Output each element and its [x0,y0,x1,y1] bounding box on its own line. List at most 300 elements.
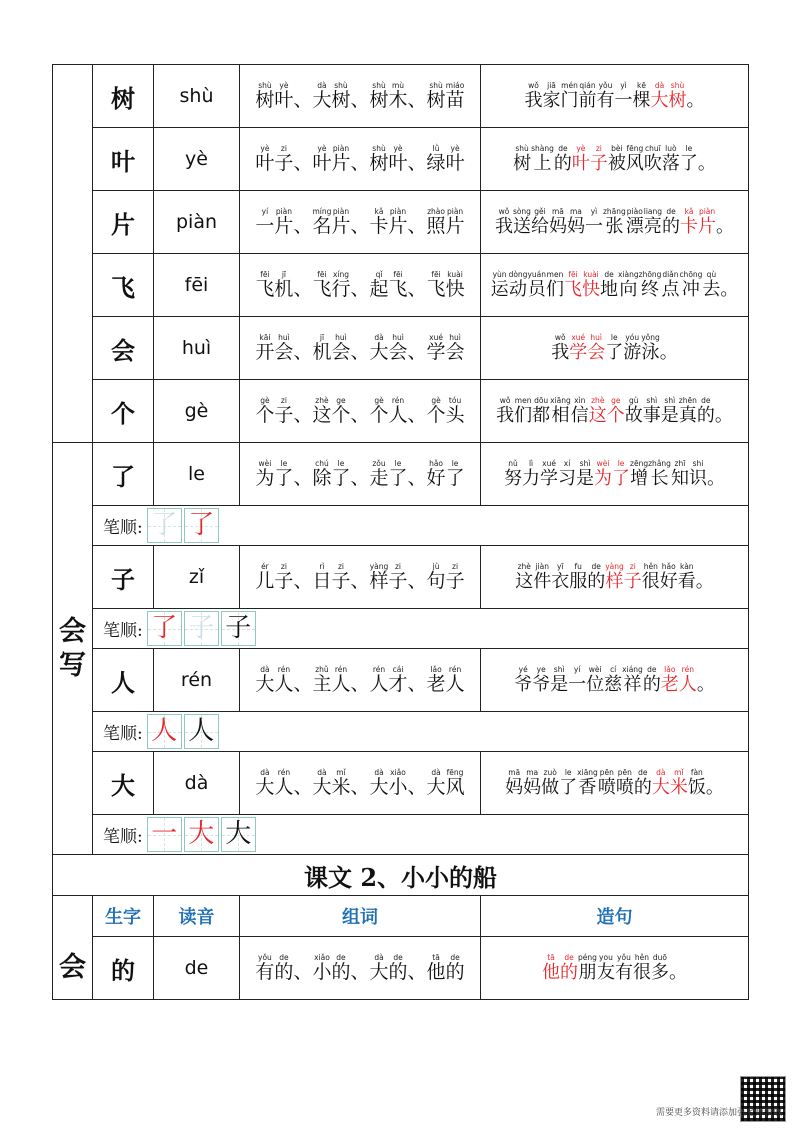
ruby-char [661,270,679,300]
ruby-char [427,768,446,798]
hanzi: 快 [445,278,465,300]
hanzi: 、 [293,467,313,489]
ruby-char [697,665,715,695]
pinyin-annotation: piàn [446,207,464,216]
ruby-char [551,333,569,363]
hanzi: 多 [650,962,669,983]
ruby-char [626,207,644,237]
hanzi: 大 [369,341,389,363]
pinyin-annotation: xiǎo [314,953,330,962]
pinyin-annotation [698,144,716,153]
hanzi: 增 [630,468,649,489]
ruby-char [514,396,532,426]
pinyin-annotation: zuò [543,768,557,777]
ruby-char [350,81,369,111]
ruby-char [389,562,408,592]
pinyin-annotation: piàn [389,207,407,216]
section-label-hui: 会 [53,896,93,1000]
char-row [53,380,749,443]
ruby-char [641,333,660,363]
pinyin-annotation: shù [372,144,386,153]
ruby-char [408,396,427,426]
hanzi: 妈 [566,216,585,237]
pinyin-annotation: shù [258,81,272,90]
hanzi: 。 [720,279,739,300]
ruby-char [523,768,541,798]
ruby-char [293,333,312,363]
ruby-char [293,270,312,300]
ruby-char [715,396,733,426]
pinyin-annotation: piàn [332,207,350,216]
ruby-char [531,207,549,237]
ruby-char [427,953,446,983]
sentence-cell [481,65,749,128]
stroke-order-cell [93,506,749,546]
hanzi: 他 [542,962,561,983]
ruby-char [312,270,331,300]
pinyin-annotation: luò [665,144,677,153]
hanzi: 服 [569,571,588,592]
hanzi: 慈 [604,674,623,695]
ruby-char [522,459,540,489]
hanzi: 、 [350,570,370,592]
hanzi: 飞 [312,278,332,300]
hanzi: 一 [584,216,603,237]
hanzi: 子 [274,152,294,174]
hanzi: 是 [660,405,679,426]
pinyin-annotation: kǎ [374,207,384,216]
pinyin-annotation: xiàng [618,270,639,279]
pinyin-annotation: yùn [492,270,507,279]
pinyin-annotation: kē [637,81,646,90]
section-label-huixie [53,443,93,855]
pinyin-annotation: qǐ [375,270,383,279]
hanzi: 棵 [632,90,651,111]
ruby-char [312,333,331,363]
lesson-title-row [53,855,749,896]
ruby-char [427,270,446,300]
hanzi: 、 [407,89,427,111]
words-cell [240,65,481,128]
hanzi: 片 [388,215,408,237]
stroke-row [53,815,749,855]
pinyin-annotation: rén [448,665,462,674]
ruby-char [408,81,427,111]
pinyin-annotation: nǔ [508,459,518,468]
header-row [53,896,749,937]
pinyin-annotation: you [599,953,613,962]
hanzi: 快 [582,279,600,300]
pinyin-annotation: hěn [634,953,649,962]
ruby-char [576,459,594,489]
pinyin-annotation: dōu [534,396,549,405]
pinyin-annotation: ma [570,207,582,216]
pinyin-annotation: yé [518,665,528,674]
pinyin-annotation: lǎo [430,665,442,674]
hanzi: 子 [274,404,294,426]
hanzi: 亮 [643,216,662,237]
pinyin-annotation: kàn [680,562,694,571]
pinyin-cell: rén [154,649,240,712]
pinyin-annotation: huì [335,333,347,342]
stroke-glyph: 子 [188,613,215,643]
hanzi: 、 [350,152,370,174]
hanzi: 大 [312,776,332,798]
hanzi: 人 [388,404,408,426]
hanzi: 泳 [641,342,660,363]
pinyin-annotation: cái [392,665,404,674]
ruby-char [651,953,669,983]
pinyin-annotation: gè [374,396,384,405]
pinyin-annotation: yè [260,144,270,153]
pinyin-annotation: de [604,270,614,279]
ruby-char [389,81,408,111]
stroke-order-cell [93,815,749,855]
hanzi: 机 [312,341,332,363]
stroke-grid-box [184,508,219,543]
ruby-char [370,270,389,300]
hanzi: 件 [533,571,552,592]
char-cell: 会 [93,317,154,380]
pinyin-annotation: diǎn [662,270,679,279]
pinyin-annotation: le [617,459,625,468]
pinyin-annotation: qián [579,81,596,90]
ruby-char [427,459,446,489]
hanzi: 除 [312,467,332,489]
section-cell-continued [53,65,93,443]
stroke-grid-box [147,714,182,749]
hanzi: 了 [274,467,294,489]
pinyin-annotation: wèi [258,459,272,468]
ruby-char [643,396,661,426]
hanzi: 个 [369,404,389,426]
ruby-char [608,144,626,174]
pinyin-annotation: míng [312,207,332,216]
pinyin-annotation: xiāng [550,396,571,405]
stroke-glyph: 了 [188,510,215,540]
ruby-char [446,459,465,489]
ruby-char [554,144,572,174]
hanzi: 大 [369,961,389,983]
pinyin-annotation: wǒ [499,396,511,405]
hanzi: 人 [274,673,294,695]
pinyin-annotation: le [394,459,402,468]
hanzi: 、 [293,961,313,983]
hanzi: 喷 [597,777,616,798]
hanzi: 儿 [255,570,275,592]
pinyin-annotation: gè [431,396,441,405]
ruby-char [370,144,389,174]
stroke-order-cell [93,609,749,649]
ruby-char [669,81,687,111]
char-row [53,546,749,609]
ruby-char [274,953,293,983]
sentence-cell [481,254,749,317]
pinyin-annotation: dà [374,953,384,962]
hanzi: 、 [407,341,427,363]
pinyin-annotation: dà [260,665,270,674]
pinyin-annotation: zhī [674,459,686,468]
ruby-char [427,144,446,174]
ruby-char [331,953,350,983]
pinyin-annotation [660,333,678,342]
ruby-char [408,333,427,363]
pinyin-annotation: yàng [605,562,624,571]
pinyin-annotation: lǎo [664,665,676,674]
hanzi: 终 [641,279,660,300]
pinyin-annotation: hǎo [661,562,676,571]
ruby-char [527,270,546,300]
ruby-char [389,333,408,363]
hanzi: 会 [445,341,465,363]
hanzi: 头 [445,404,465,426]
words-cell [240,254,481,317]
pinyin-annotation: yì [620,81,627,90]
hanzi: 家 [542,90,561,111]
hanzi: 风 [445,776,465,798]
ruby-char [496,396,514,426]
char-row [53,649,749,712]
hanzi: 去 [702,279,721,300]
pinyin-annotation: gè [260,396,270,405]
pinyin-annotation: zi [452,562,459,571]
char-cell: 子 [93,546,154,609]
ruby-char [680,207,698,237]
hanzi: 、 [407,467,427,489]
pinyin-annotation: dà [317,81,327,90]
ruby-char [370,768,389,798]
pinyin-annotation: yǒng [641,333,660,342]
hanzi: 知 [670,468,689,489]
char-row [53,443,749,506]
words-cell [240,649,481,712]
hanzi: 树 [369,152,389,174]
hanzi: 做 [541,777,560,798]
ruby-char [587,562,605,592]
words-cell [240,443,481,506]
hanzi: 卡 [680,216,699,237]
hanzi: 。 [706,468,725,489]
pinyin-annotation: le [337,459,345,468]
hanzi: 、 [293,89,313,111]
ruby-char [427,562,446,592]
ruby-char [293,768,312,798]
pinyin-annotation: zēng [630,459,649,468]
pinyin-annotation: qù [706,270,717,279]
ruby-char [350,270,369,300]
ruby-char [331,562,350,592]
ruby-char [255,953,274,983]
ruby-char [274,459,293,489]
hanzi: 子 [274,570,294,592]
ruby-char [569,333,587,363]
ruby-char [389,953,408,983]
hanzi: 妈 [548,216,567,237]
hanzi: 人 [369,673,389,695]
ruby-char [255,562,274,592]
ruby-char [634,768,652,798]
ruby-char [446,768,465,798]
pinyin-annotation: mù [391,81,405,90]
stroke-grid-box [147,817,182,852]
sentence-cell [481,380,749,443]
ruby-char [669,953,687,983]
pinyin-annotation: shì [579,459,591,468]
pinyin-annotation: de [558,144,568,153]
hanzi: 个 [426,404,446,426]
ruby-char [698,207,716,237]
char-row [53,317,749,380]
pinyin-cell: dà [154,752,240,815]
pinyin-annotation: de [647,665,657,674]
hanzi: 的 [553,153,572,174]
ruby-char [350,207,369,237]
hanzi: 的 [388,961,408,983]
ruby-char [350,953,369,983]
ruby-char [671,459,689,489]
ruby-char [622,665,643,695]
hanzi: 小 [388,776,408,798]
pinyin-annotation: fēi [568,270,578,279]
pinyin-annotation: wèi [596,459,610,468]
pinyin-cell: de [154,937,240,1000]
hanzi: 有 [614,962,633,983]
hanzi: 、 [293,152,313,174]
hanzi: 长 [650,468,669,489]
pinyin-annotation: yí [261,207,269,216]
pinyin-annotation [716,207,734,216]
ruby-char [293,665,312,695]
pinyin-annotation: zǒu [372,459,386,468]
hanzi: 了 [679,153,698,174]
ruby-char [408,665,427,695]
pinyin-annotation: mén [561,81,578,90]
ruby-char [572,144,590,174]
ruby-char [274,144,293,174]
hanzi: 识 [688,468,707,489]
char-cell: 的 [93,937,154,1000]
char-cell: 叶 [93,128,154,191]
hanzi: 动 [509,279,528,300]
pinyin-annotation: kuài [447,270,463,279]
ruby-char [679,270,702,300]
pinyin-annotation: shàng [531,144,554,153]
stroke-grid-box [221,611,256,646]
hanzi: 张 [605,216,624,237]
pinyin-annotation: de [450,953,460,962]
ruby-char [331,270,350,300]
ruby-char [491,270,509,300]
hanzi: 上 [533,153,552,174]
hanzi: 们 [546,279,564,300]
stroke-order-label: 笔顺: [103,724,143,744]
hanzi: 大 [650,90,669,111]
ruby-char [370,333,389,363]
ruby-char [312,144,331,174]
pinyin-annotation: mǐ [336,768,346,777]
hanzi: 们 [514,405,533,426]
pinyin-annotation: zhè [591,396,605,405]
pinyin-annotation: xué [429,333,443,342]
sentence-cell [481,649,749,712]
ruby-char [600,270,618,300]
words-cell [240,191,481,254]
hanzi: 事 [642,405,661,426]
hanzi: 绿 [426,152,446,174]
hanzi: 很 [632,962,651,983]
hanzi: 位 [586,674,605,695]
pinyin-annotation: rì [319,562,325,571]
hanzi: 饭 [687,777,706,798]
hanzi: 妈 [505,777,524,798]
stroke-glyph: 子 [225,613,252,643]
hanzi: 好 [426,467,446,489]
hanzi: 前 [578,90,597,111]
pinyin-annotation: dà [317,768,327,777]
pinyin-annotation: kāi [259,333,271,342]
hanzi: 。 [659,342,678,363]
pinyin-annotation: zi [395,562,402,571]
hanzi: 故 [624,405,643,426]
section-char: 写 [59,649,86,681]
ruby-char [274,333,293,363]
pinyin-annotation: fēng [626,144,644,153]
pinyin-annotation: yì [590,207,598,216]
char-cell: 片 [93,191,154,254]
ruby-char [255,144,274,174]
hanzi: 个 [606,405,625,426]
sentence-cell [481,317,749,380]
hanzi: 衣 [551,571,570,592]
ruby-char [687,81,705,111]
ruby-char [446,665,465,695]
hanzi: 点 [661,279,680,300]
hanzi: 叶 [255,152,275,174]
pinyin-annotation: le [564,768,572,777]
ruby-char [661,665,679,695]
hanzi: 很 [641,571,660,592]
pinyin-annotation: duō [652,953,667,962]
char-row [53,191,749,254]
words-cell [240,937,481,1000]
ruby-char [255,459,274,489]
hanzi: 了 [612,468,631,489]
ruby-char [350,144,369,174]
pinyin-annotation: de [638,768,648,777]
pinyin-annotation: jù [432,562,440,571]
ruby-char [274,768,293,798]
pinyin-annotation: ge [336,396,346,405]
hanzi: 会 [388,341,408,363]
ruby-char [679,396,697,426]
pinyin-annotation: shù [670,81,685,90]
ruby-char [702,270,720,300]
pinyin-annotation: miáo [445,81,465,90]
ruby-char [587,333,605,363]
pinyin-annotation: rén [372,665,386,674]
ruby-char [331,207,350,237]
hanzi: 大 [369,776,389,798]
hanzi: 了 [331,467,351,489]
pinyin-annotation: rén [681,665,694,674]
ruby-char [389,144,408,174]
ruby-char [513,207,531,237]
hanzi: 这 [312,404,332,426]
ruby-char [370,396,389,426]
pinyin-cell: le [154,443,240,506]
pinyin-annotation: de [279,953,289,962]
stroke-row [53,712,749,752]
